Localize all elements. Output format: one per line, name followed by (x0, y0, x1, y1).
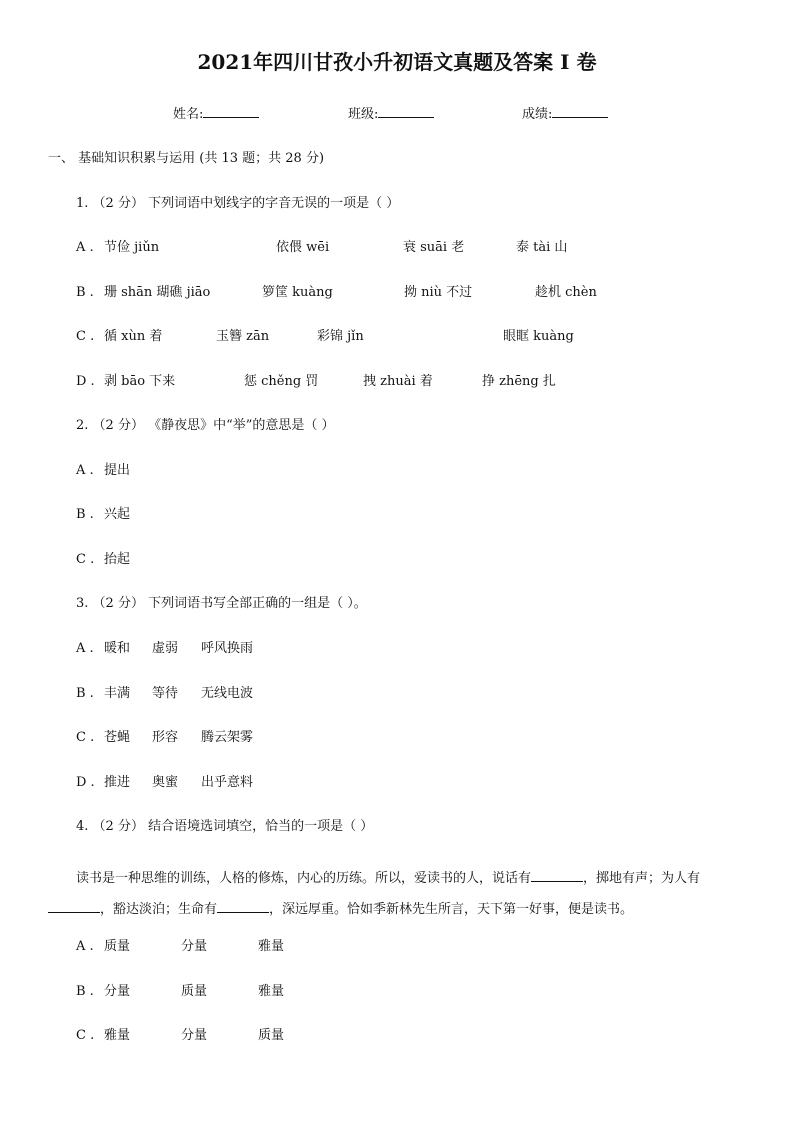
option-label: D . (76, 775, 95, 790)
option-label: C . (76, 552, 95, 567)
passage-text: ，掷地有声；为人有 (583, 871, 701, 886)
option-word: 分量 (181, 939, 208, 954)
passage-text: ，深远厚重。恰如季新林先生所言，天下第一好事，便是读书。 (269, 902, 634, 917)
option-word: 质量 (181, 984, 208, 999)
option-word: 衰 suāi 老 (403, 240, 465, 255)
option-label: B . (76, 686, 94, 701)
option-word: 拗 niù 不过 (404, 285, 473, 300)
option-word: 循 xùn 着 (104, 329, 163, 344)
option-label: A . (76, 240, 94, 255)
fill-blank-2[interactable] (48, 900, 100, 913)
option-word: 质量 (258, 1028, 285, 1043)
class-label: 班级: (348, 107, 379, 122)
option-label: C . (76, 329, 95, 344)
option-word: 玉簪 zān (216, 329, 270, 344)
score-field[interactable] (522, 105, 608, 121)
name-field[interactable] (173, 105, 259, 121)
question-2-stem: 2. （2 分） 《静夜思》中“举”的意思是（ ） (76, 418, 335, 433)
option-word: 泰 tài 山 (516, 240, 568, 255)
section-heading: 一、 基础知识积累与运用 (共 13 题；共 28 分) (48, 151, 325, 166)
option-word: 剥 bāo 下来 (104, 374, 176, 389)
class-blank[interactable] (378, 105, 434, 118)
option-word: 暖和 (104, 641, 131, 656)
option-word: 兴起 (104, 507, 131, 522)
option-word: 眼眶 kuàng (503, 329, 574, 344)
option-word: 雅量 (104, 1028, 131, 1043)
option-word: 节俭 jiǔn (104, 240, 160, 255)
option-word: 抬起 (104, 552, 131, 567)
option-word: 彩锦 jǐn (317, 329, 364, 344)
option-label: A . (76, 463, 94, 478)
option-word: 雅量 (258, 984, 285, 999)
option-label: C . (76, 1028, 95, 1043)
option-word: 呼风换雨 (201, 641, 254, 656)
score-label: 成绩: (522, 107, 553, 122)
option-word: 分量 (104, 984, 131, 999)
option-word: 雅量 (258, 939, 285, 954)
passage-text: 读书是一种思维的训练，人格的修炼，内心的历练。所以，爱读书的人，说话有 (76, 871, 532, 886)
option-word: 趁机 chèn (535, 285, 597, 300)
option-label: B . (76, 285, 94, 300)
class-field[interactable] (348, 105, 434, 121)
option-word: 无线电波 (201, 686, 254, 701)
fill-blank-3[interactable] (217, 900, 269, 913)
name-blank[interactable] (203, 105, 259, 118)
option-word: 虚弱 (152, 641, 179, 656)
option-word: 拽 zhuài 着 (363, 374, 433, 389)
option-word: 珊 shān 瑚礁 jiāo (104, 285, 211, 300)
option-label: A . (76, 641, 94, 656)
option-word: 苍蝇 (104, 730, 131, 745)
option-label: D . (76, 374, 95, 389)
option-word: 推进 (104, 775, 131, 790)
option-word: 挣 zhēng 扎 (482, 374, 556, 389)
question-4-passage (48, 863, 748, 925)
question-3-stem: 3. （2 分） 下列词语书写全部正确的一组是（ ）。 (76, 596, 367, 611)
option-label: C . (76, 730, 95, 745)
option-label: B . (76, 507, 94, 522)
option-word: 依偎 wēi (276, 240, 330, 255)
option-word: 质量 (104, 939, 131, 954)
name-label: 姓名: (173, 107, 204, 122)
option-word: 出乎意料 (201, 775, 254, 790)
option-word: 丰满 (104, 686, 131, 701)
option-label: A . (76, 939, 94, 954)
option-word: 形容 (152, 730, 179, 745)
option-word: 奥蜜 (152, 775, 179, 790)
fill-blank-1[interactable] (531, 869, 583, 882)
option-word: 箩筐 kuàng (262, 285, 333, 300)
option-word: 腾云架雾 (201, 730, 254, 745)
option-word: 惩 chěng 罚 (244, 374, 319, 389)
option-label: B . (76, 984, 94, 999)
question-4-stem: 4. （2 分） 结合语境选词填空，恰当的一项是（ ） (76, 819, 374, 834)
option-word: 分量 (181, 1028, 208, 1043)
passage-text: ，豁达淡泊；生命有 (100, 902, 218, 917)
option-word: 提出 (104, 463, 131, 478)
question-1-stem: 1. （2 分） 下列词语中划线字的字音无误的一项是（ ） (76, 196, 400, 211)
option-word: 等待 (152, 686, 179, 701)
page-title: 2021年四川甘孜小升初语文真题及答案 I 卷 (197, 50, 597, 74)
score-blank[interactable] (552, 105, 608, 118)
